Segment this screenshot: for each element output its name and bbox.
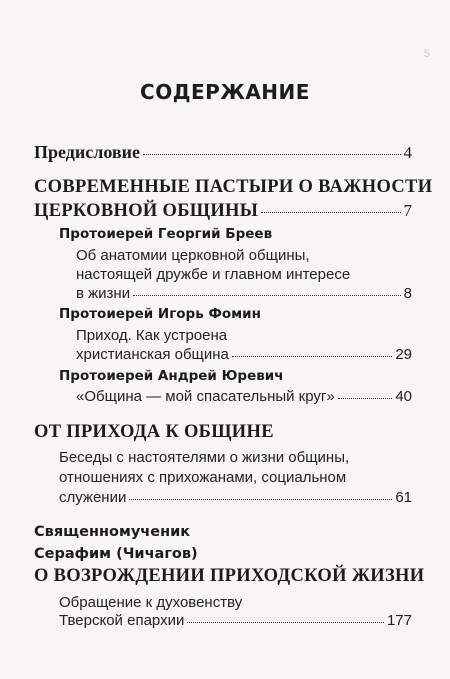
dot-leader — [338, 398, 393, 399]
dot-leader — [261, 212, 400, 213]
toc-page-number: 40 — [395, 388, 412, 405]
dot-leader — [187, 622, 384, 623]
dot-leader — [143, 154, 401, 155]
section-title-line — [34, 177, 432, 198]
entry-title-line: в жизни — [76, 285, 131, 302]
author-name: Священномученик — [34, 524, 191, 540]
section-title-text: ОТ ПРИХОДА К ОБЩИНЕ — [34, 422, 274, 442]
entry-title-line: «Община — мой спасательный круг» — [76, 388, 335, 405]
section-title-text: О ВОЗРОЖДЕНИИ ПРИХОДСКОЙ ЖИЗНИ — [34, 566, 425, 586]
dot-leader — [133, 295, 401, 296]
entry-title-line: Тверской епархии — [59, 612, 185, 629]
toc-page-number: 4 — [403, 143, 412, 162]
section-title-text: СОВРЕМЕННЫЕ ПАСТЫРИ О ВАЖНОСТИ — [34, 177, 433, 197]
toc-page-number: 29 — [395, 346, 412, 363]
section-title-text: ЦЕРКОВНОЙ ОБЩИНЫ — [34, 201, 259, 221]
entry-title-line: служении — [59, 489, 127, 506]
toc-page-number: 7 — [403, 201, 412, 220]
author-name: Серафим (Чичагов) — [34, 546, 198, 562]
toc-entry-preface[interactable] — [34, 142, 412, 163]
entry-title-line: настоящей дружбе и главном интересе — [76, 266, 351, 283]
toc-entry-section1[interactable] — [34, 201, 412, 222]
toc-entry-yurevich[interactable] — [76, 388, 412, 405]
entry-title-line: христианская община — [76, 346, 229, 363]
section-title-line — [34, 566, 424, 587]
toc-page-number: 61 — [395, 489, 412, 506]
author-name: Протоиерей Георгий Бреев — [59, 226, 273, 242]
toc-entry-section2[interactable] — [59, 489, 412, 506]
toc-entry-breev[interactable] — [76, 285, 412, 302]
entry-title-line: Приход. Как устроена — [76, 327, 228, 344]
entry-title-line: Обращение к духовенству — [59, 594, 243, 611]
page-title: СОДЕРЖАНИЕ — [140, 80, 310, 104]
entry-title-line: Об анатомии церковной общины, — [76, 247, 310, 264]
author-name: Протоиерей Игорь Фомин — [59, 306, 261, 322]
author-name: Протоиерей Андрей Юревич — [59, 368, 284, 384]
dot-leader — [129, 499, 392, 500]
section-title-line — [34, 422, 274, 443]
entry-title-line: отношениях с прихожанами, социальном — [59, 469, 347, 486]
running-head: 5 — [423, 48, 430, 60]
toc-entry-fomin[interactable] — [76, 346, 412, 363]
toc-entry-section3[interactable] — [59, 612, 412, 629]
toc-entry-label: Предисловие — [34, 142, 140, 162]
toc-page-number: 177 — [386, 612, 412, 629]
dot-leader — [232, 356, 392, 357]
entry-title-line: Беседы с настоятелями о жизни общины, — [59, 449, 350, 466]
toc-page-number: 8 — [403, 285, 412, 302]
